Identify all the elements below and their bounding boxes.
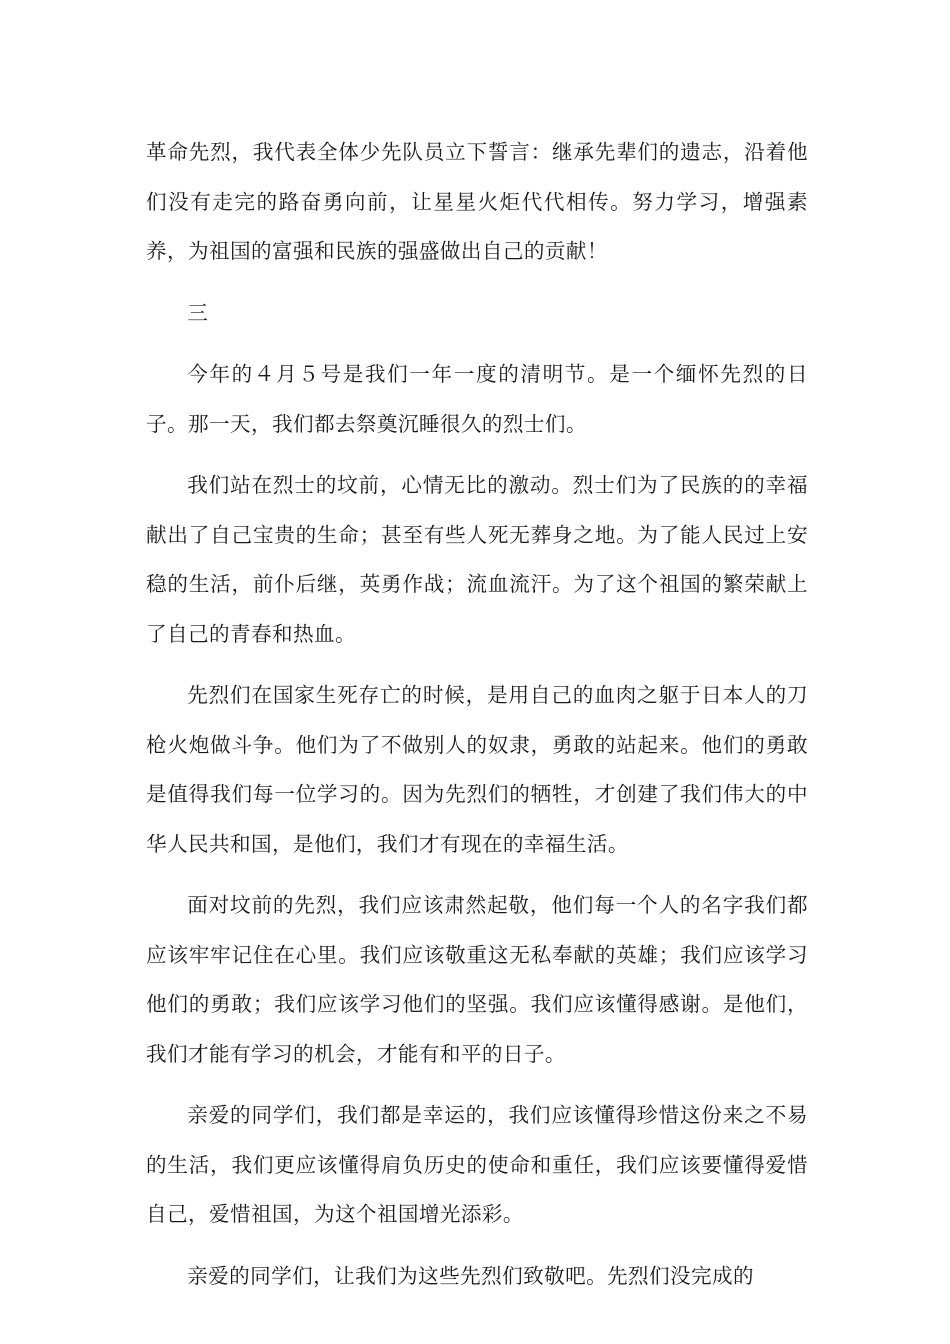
paragraph: 我们站在烈士的坟前，心情无比的激动。烈士们为了民族的的幸福献出了自己宝贵的生命；甚至有些人死无葬身之地。为了能人民过上安稳的生活，前仆后继，英勇作战；流血流汗。为了这个祖国的繁荣献上了自己的青春和热血。 xyxy=(146,473,808,646)
document-body xyxy=(146,128,808,1313)
paragraph: 亲爱的同学们，我们都是幸运的，我们应该懂得珍惜这份来之不易的生活，我们更应该懂得肩负历史的使命和重任，我们应该要懂得爱惜自己，爱惜祖国，为这个祖国增光添彩。 xyxy=(146,1103,808,1226)
paragraph: 先烈们在国家生死存亡的时候，是用自己的血肉之躯于日本人的刀枪火炮做斗争。他们为了不做别人的奴隶，勇敢的站起来。他们的勇敢是值得我们每一位学习的。因为先烈们的牺牲，才创建了我们伟大的中华人民共和国，是他们，我们才有现在的幸福生活。 xyxy=(146,683,808,856)
paragraph-continued: 革命先烈，我代表全体少先队员立下誓言：继承先辈们的遗志，沿着他们没有走完的路奋勇向前，让星星火炬代代相传。努力学习，增强素养，为祖国的富强和民族的强盛做出自己的贡献！ xyxy=(146,140,808,263)
paragraph: 今年的４月５号是我们一年一度的清明节。是一个缅怀先烈的日子。那一天，我们都去祭奠沉睡很久的烈士们。 xyxy=(146,362,808,436)
paragraph: 面对坟前的先烈，我们应该肃然起敬，他们每一个人的名字我们都应该牢牢记住在心里。我们应该敬重这无私奉献的英雄；我们应该学习他们的勇敢；我们应该学习他们的坚强。我们应该懂得感谢。是他们，我们才能有学习的机会，才能有和平的日子。 xyxy=(146,893,808,1066)
paragraph: 亲爱的同学们，让我们为这些先烈们致敬吧。先烈们没完成的 xyxy=(187,1263,755,1288)
section-number: 三 xyxy=(187,300,209,325)
